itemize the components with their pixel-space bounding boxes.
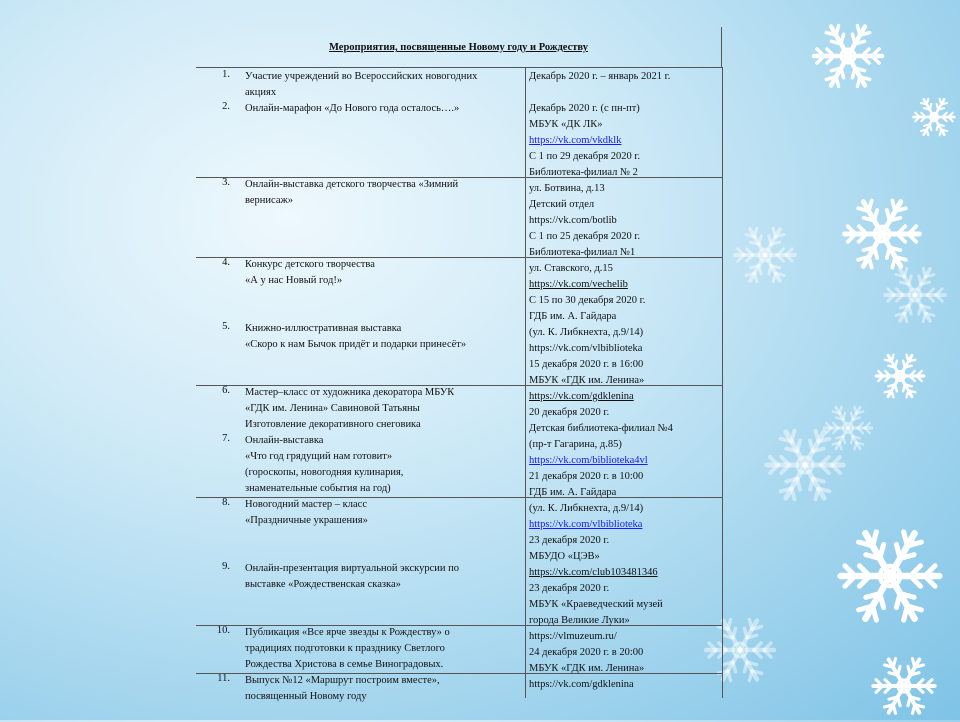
event-link[interactable]: https://vk.com/botlib	[529, 215, 617, 226]
event-detail: 21 декабря 2020 г. в 10:00	[529, 471, 644, 482]
event-title-line: знаменательные события на год)	[245, 483, 391, 494]
title-row	[196, 27, 722, 67]
table-divider	[196, 67, 723, 68]
event-detail: МБУК «ГДК им. Ленина»	[529, 663, 645, 674]
event-title	[245, 177, 525, 209]
event-title	[245, 561, 525, 593]
snowflake-icon	[832, 518, 948, 634]
event-detail: ул. Ботвина, д.13	[529, 183, 605, 194]
event-title	[245, 625, 525, 673]
event-detail: ГДБ им. А. Гайдара	[529, 311, 617, 322]
event-title-line: акциях	[245, 87, 277, 98]
column-divider	[525, 67, 526, 698]
event-title-line: Онлайн-выставка	[245, 435, 324, 446]
event-link[interactable]: https://vk.com/gdklenina	[529, 391, 634, 402]
event-link[interactable]: https://vk.com/vechelib	[529, 279, 628, 290]
event-title	[245, 69, 525, 101]
event-detail: города Великие Луки»	[529, 615, 630, 626]
event-title	[245, 497, 525, 529]
row-number: 4.	[222, 257, 230, 268]
event-detail: Детский отдел	[529, 199, 595, 210]
event-title-line: вернисаж»	[245, 195, 293, 206]
snowflake-icon	[880, 260, 950, 330]
row-number: 2.	[222, 101, 230, 112]
event-title-line: Конкурс детского творчества	[245, 259, 375, 270]
event-link[interactable]: https://vlmuzeum.ru/	[529, 631, 617, 642]
snowflake-icon	[760, 420, 850, 510]
snowflake-icon	[868, 650, 940, 722]
event-link[interactable]: https://vk.com/biblioteka4vl	[529, 455, 648, 466]
row-number: 11.	[217, 673, 230, 684]
event-detail: МБУК «ДК ЛК»	[529, 119, 603, 130]
event-title-line: посвященный Новому году	[245, 691, 367, 702]
event-title-line: «ГДК им. Ленина» Савиновой Татьяны	[245, 403, 420, 414]
row-number: 6.	[222, 385, 230, 396]
snowflake-icon	[808, 16, 888, 96]
page-title: Мероприятия, посвященные Новому году и Рождеству	[329, 42, 588, 53]
events-sheet	[196, 27, 723, 702]
event-title-line: Мастер–класс от художника декоратора МБУК	[245, 387, 455, 398]
snowflake-icon	[872, 348, 928, 404]
column-divider	[722, 67, 723, 698]
event-detail: 23 декабря 2020 г.	[529, 583, 610, 594]
event-title-line: Изготовление декоративного снеговика	[245, 419, 421, 430]
event-title-line: Новогодний мастер – класс	[245, 499, 368, 510]
event-title-line: Участие учреждений во Всероссийских новогодних	[245, 71, 478, 82]
event-title-line: традициях подготовки к празднику Светлого	[245, 643, 445, 654]
event-link[interactable]: https://vk.com/vlbiblioteka	[529, 343, 643, 354]
event-link[interactable]: https://vk.com/vkdklk	[529, 135, 622, 146]
event-detail: ГДБ им. А. Гайдара	[529, 487, 617, 498]
event-detail: (ул. К. Либкнехта, д.9/14)	[529, 503, 644, 514]
event-detail: ул. Ставского, д.15	[529, 263, 613, 274]
event-title-line: (гороскопы, новогодняя кулинария,	[245, 467, 404, 478]
event-title-line: «Праздничные украшения»	[245, 515, 368, 526]
event-title-line: Онлайн-презентация виртуальной экскурсии по	[245, 563, 459, 574]
event-detail: (ул. К. Либкнехта, д.9/14)	[529, 327, 644, 338]
event-detail: МБУДО «ЦЭВ»	[529, 551, 600, 562]
event-title	[245, 101, 525, 117]
event-detail: Декабрь 2020 г. – январь 2021 г.	[529, 71, 671, 82]
event-detail: С 1 по 29 декабря 2020 г.	[529, 151, 641, 162]
row-number: 9.	[222, 561, 230, 572]
event-title	[245, 433, 525, 497]
event-title	[245, 673, 525, 705]
row-number: 1.	[222, 69, 230, 80]
event-title-line: Онлайн-выставка детского творчества «Зимний	[245, 179, 459, 190]
snowflake-icon	[910, 93, 958, 141]
event-link[interactable]: https://vk.com/club103481346	[529, 567, 658, 578]
event-title-line: «Скоро к нам Бычок придёт и подарки принесёт»	[245, 339, 467, 350]
row-number: 10.	[216, 625, 230, 636]
event-title-line: Онлайн-марафон «До Нового года осталось….»	[245, 103, 460, 114]
event-link[interactable]: https://vk.com/gdklenina	[529, 679, 634, 690]
event-detail: Детская библиотека-филиал №4	[529, 423, 673, 434]
row-number: 7.	[222, 433, 230, 444]
event-detail: 24 декабря 2020 г. в 20:00	[529, 647, 644, 658]
event-title	[245, 257, 525, 289]
event-detail: С 15 по 30 декабря 2020 г.	[529, 295, 646, 306]
event-detail: (пр-т Гагарина, д.85)	[529, 439, 622, 450]
event-title-line: «А у нас Новый год!»	[245, 275, 343, 286]
event-detail: Декабрь 2020 г. (с пн-пт)	[529, 103, 640, 114]
event-link[interactable]: https://vk.com/vlbiblioteka	[529, 519, 643, 530]
snowflake-icon	[730, 220, 800, 290]
event-detail: С 1 по 25 декабря 2020 г.	[529, 231, 641, 242]
event-detail: 20 декабря 2020 г.	[529, 407, 610, 418]
row-number: 5.	[222, 321, 230, 332]
event-title-line: выставке «Рождественская сказка»	[245, 579, 401, 590]
event-title-line: Публикация «Все ярче звезды к Рождеству» о	[245, 627, 450, 638]
event-title	[245, 385, 525, 433]
event-detail: МБУК «Краеведческий музей	[529, 599, 663, 610]
event-detail: Библиотека-филиал № 2	[529, 167, 638, 178]
row-number: 3.	[222, 177, 230, 188]
event-title-line: Рождества Христова в семье Виноградовых.	[245, 659, 444, 670]
event-title	[245, 321, 525, 353]
event-details-column	[529, 69, 719, 693]
event-title-line: Выпуск №12 «Маршрут построим вместе»,	[245, 675, 440, 686]
event-detail: Библиотека-филиал №1	[529, 247, 636, 258]
event-detail: 15 декабря 2020 г. в 16:00	[529, 359, 644, 370]
event-title-line: «Что год грядущий нам готовит»	[245, 451, 393, 462]
spacer	[529, 85, 719, 101]
event-detail: МБУК «ГДК им. Ленина»	[529, 375, 645, 386]
event-title-line: Книжно-иллюстративная выставка	[245, 323, 402, 334]
row-number: 8.	[222, 497, 230, 508]
event-detail: 23 декабря 2020 г.	[529, 535, 610, 546]
